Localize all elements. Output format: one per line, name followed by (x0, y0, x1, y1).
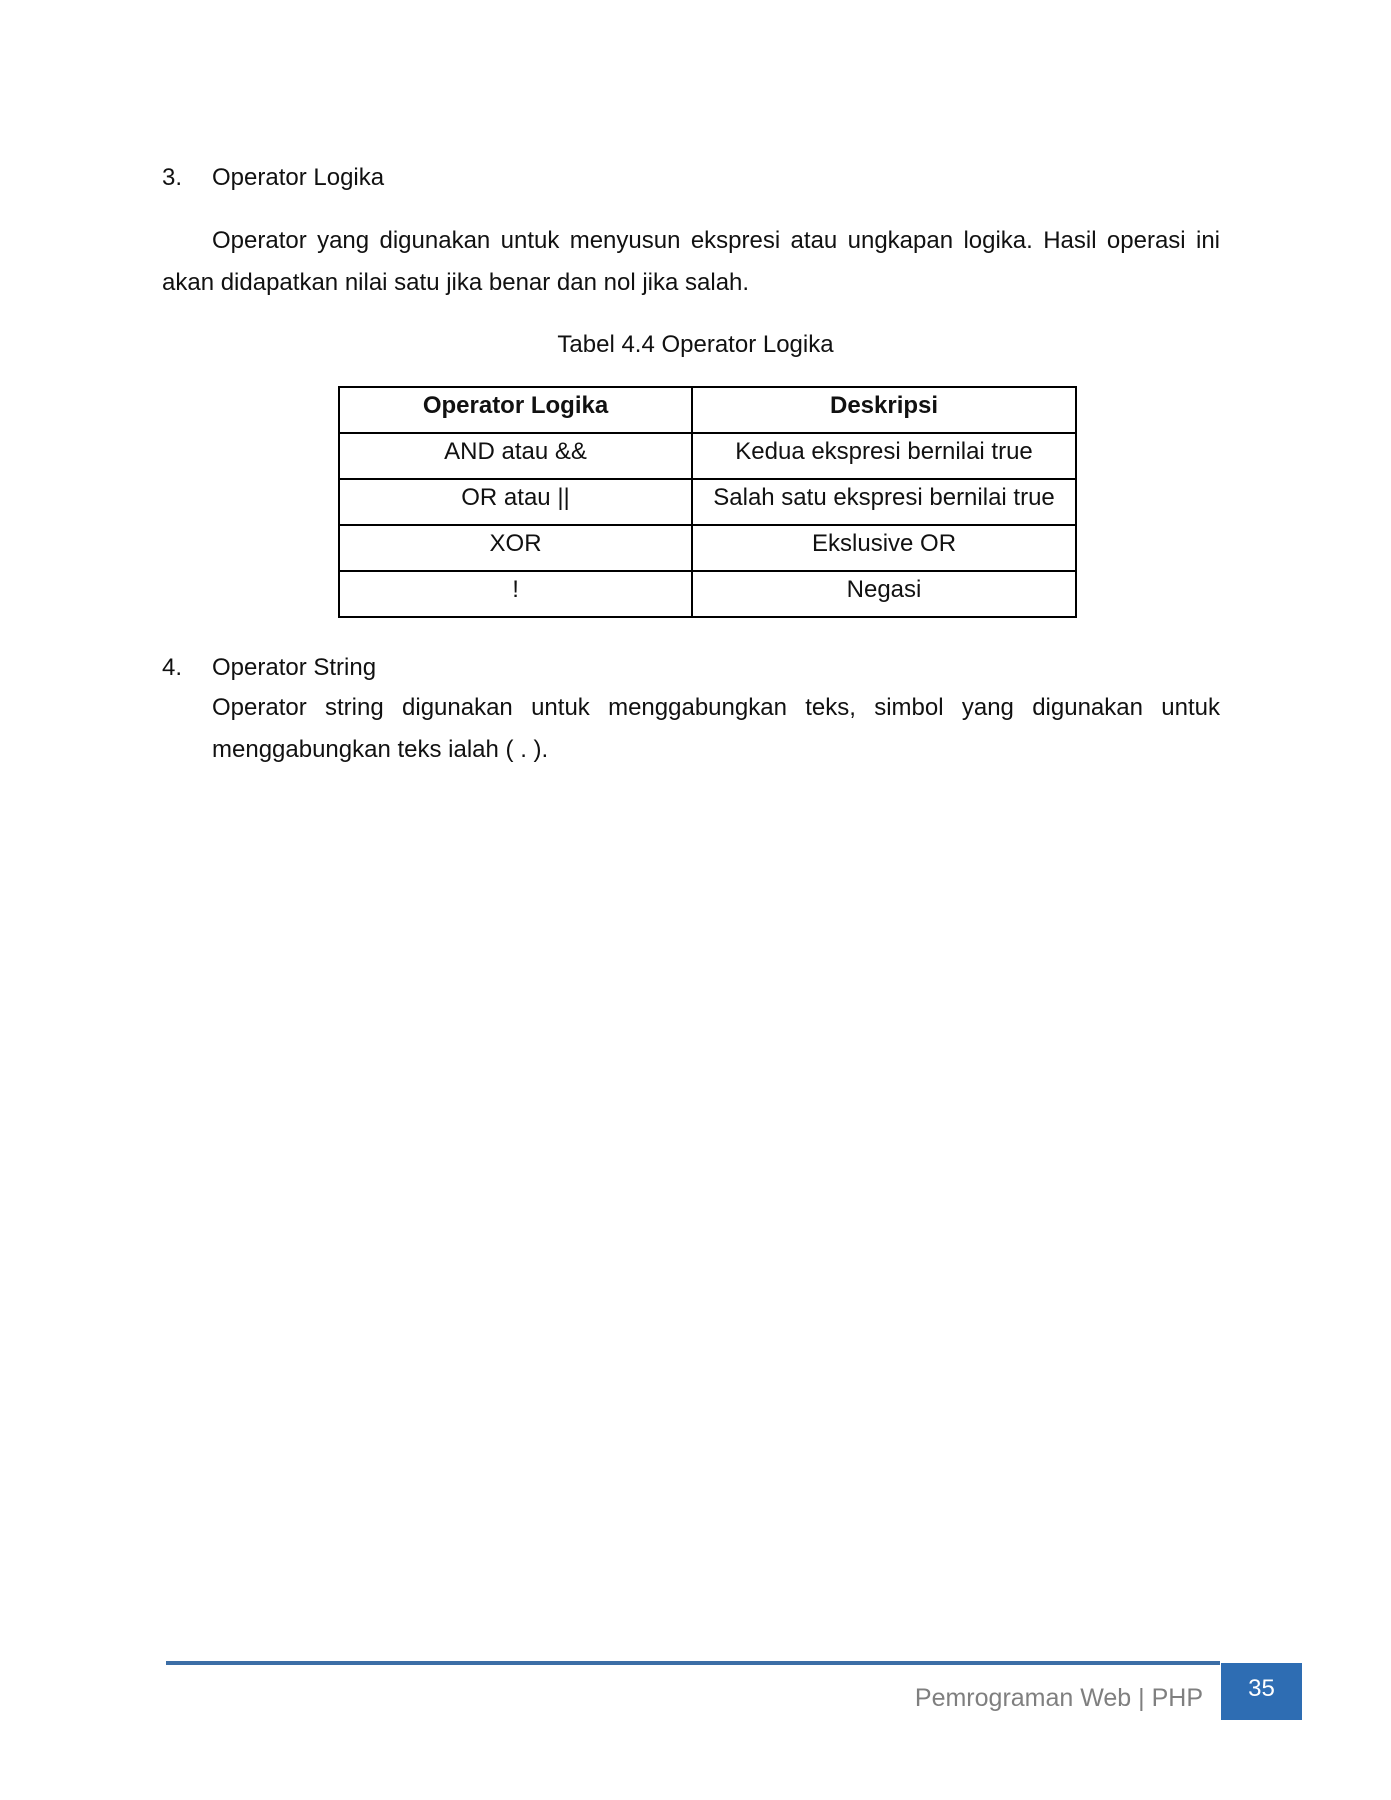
table-cell-description: Ekslusive OR (692, 525, 1076, 571)
footer-book-title: Pemrograman Web | PHP (914, 1684, 1203, 1712)
section-3-title: Operator Logika (212, 164, 385, 191)
section-4-number: 4. (162, 654, 183, 681)
section-3-heading (162, 163, 384, 193)
table-cell-description: Kedua ekspresi bernilai true (692, 433, 1076, 479)
page-number-badge: 35 (1221, 1663, 1302, 1720)
section-3-paragraph: Operator yang digunakan untuk menyusun ekspresi atau ungkapan logika. Hasil operasi ini akan didapatkan nilai satu jika benar dan nol jika salah. (162, 227, 1220, 296)
table-cell-operator: AND atau && (339, 433, 692, 479)
table-row (339, 479, 1076, 525)
table-header-operator: Operator Logika (339, 387, 692, 433)
table-header-row (339, 387, 1076, 433)
operator-table (338, 386, 1077, 618)
section-4-heading (162, 653, 376, 683)
table-caption: Tabel 4.4 Operator Logika (557, 331, 834, 358)
section-3-number: 3. (162, 164, 183, 191)
table-cell-description: Salah satu ekspresi bernilai true (692, 479, 1076, 525)
section-4-paragraph: Operator string digunakan untuk menggabungkan teks, simbol yang digunakan untuk menggabungkan teks ialah ( . ). (212, 694, 1220, 763)
table-cell-description: Negasi (692, 571, 1076, 617)
table-cell-operator: ! (339, 571, 692, 617)
footer-divider (166, 1661, 1220, 1665)
table-cell-operator: OR atau || (339, 479, 692, 525)
table-cell-operator: XOR (339, 525, 692, 571)
table-row (339, 433, 1076, 479)
section-4-title: Operator String (212, 654, 377, 681)
table-row (339, 571, 1076, 617)
table-row (339, 525, 1076, 571)
table-header-description: Deskripsi (692, 387, 1076, 433)
